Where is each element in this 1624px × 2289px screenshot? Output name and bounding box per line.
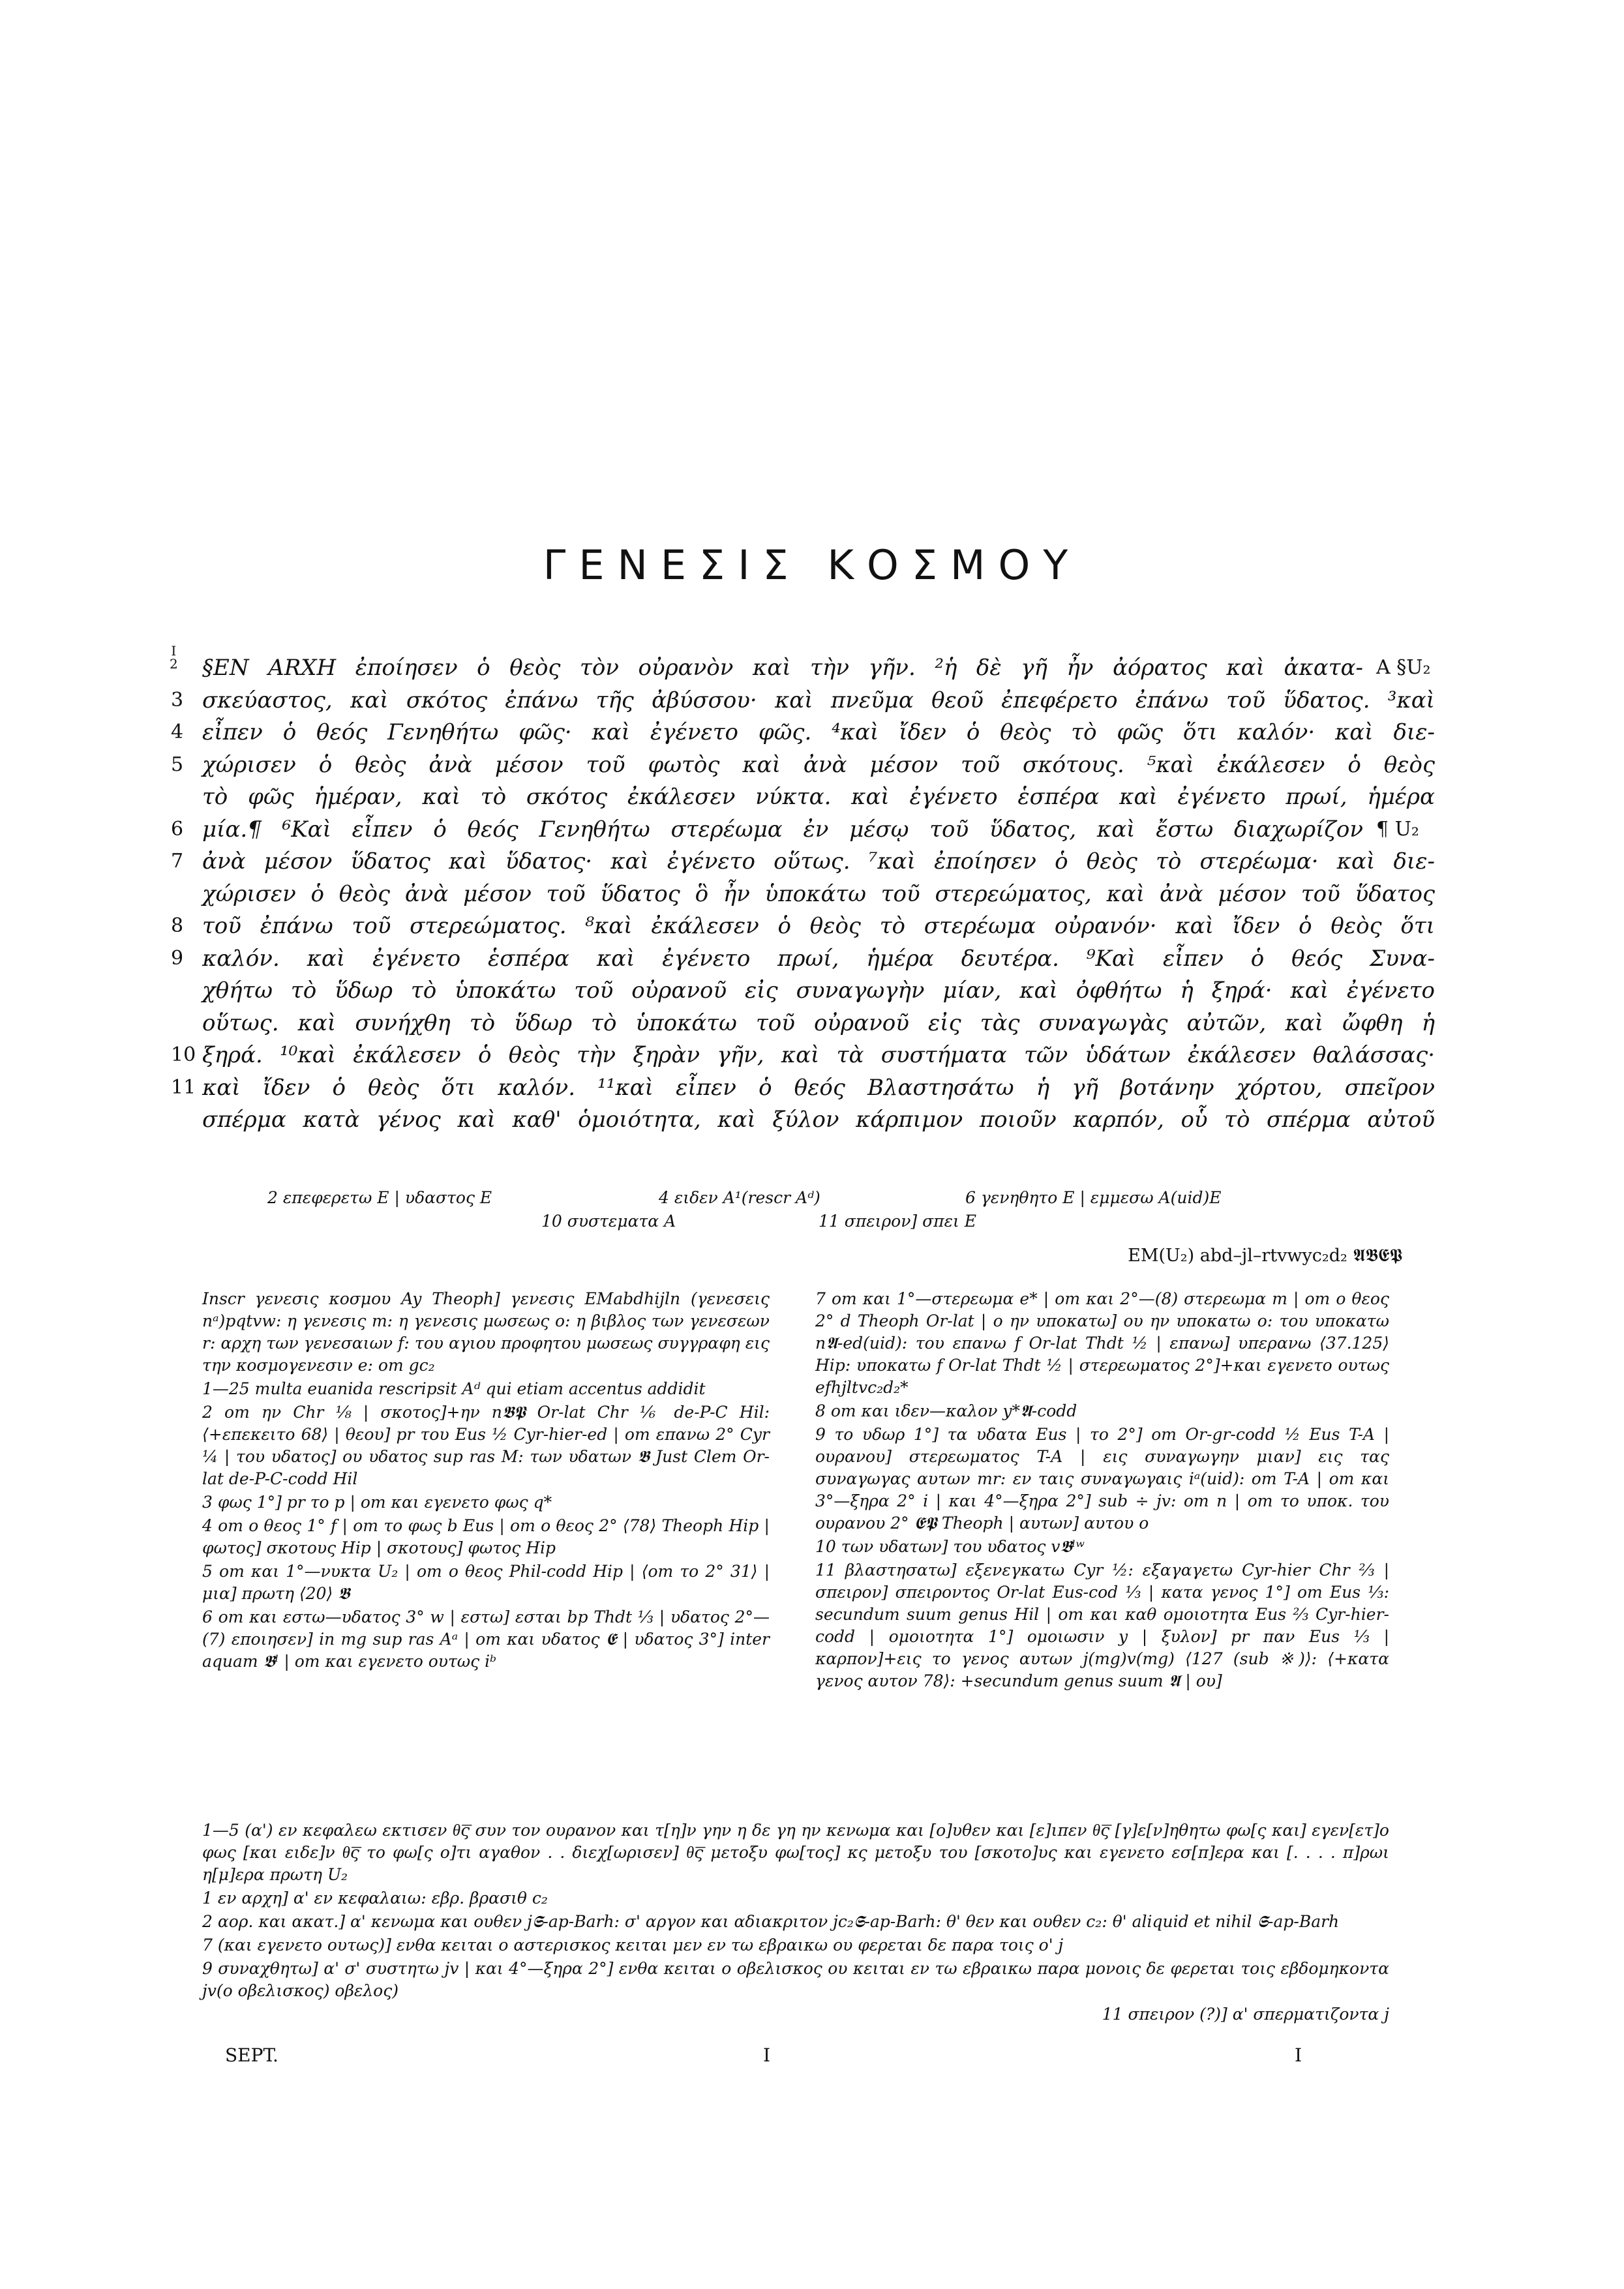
main-text-line: ἀνὰ μέσον ὕδατος καὶ ὕδατος· καὶ ἐγένετο οὕτως. ⁷καὶ ἐποίησεν ὁ θεὸς τὸ στερέωμα· καὶ διε- — [202, 848, 1435, 875]
main-text-line: οὕτως. καὶ συνήχθη τὸ ὕδωρ τὸ ὑποκάτω τοῦ οὐρανοῦ εἰς τὰς συναγωγὰς αὐτῶν, καὶ ὤφθη ἡ — [202, 1010, 1435, 1036]
chapter-marker-bottom: 2 — [170, 656, 178, 672]
line-number: 8 — [171, 914, 184, 937]
main-text-line: καλόν. καὶ ἐγένετο ἑσπέρα καὶ ἐγένετο πρωί, ἡμέρα δευτέρα. ⁹Καὶ εἶπεν ὁ θεός Συνα- — [202, 946, 1435, 972]
main-text-line: χθήτω τὸ ὕδωρ τὸ ὑποκάτω τοῦ οὐρανοῦ εἰς συναγωγὴν μίαν, καὶ ὀφθήτω ἡ ξηρά· καὶ ἐγένετο — [202, 978, 1435, 1004]
apparatus-left-column — [202, 1288, 770, 1674]
main-text-line: τοῦ ἐπάνω τοῦ στερεώματος. ⁸καὶ ἐκάλεσεν ὁ θεὸς τὸ στερέωμα οὐρανόν· καὶ ἴδεν ὁ θεὸς ὅτι — [202, 913, 1435, 939]
footer-signature: SEPT. — [225, 2044, 278, 2066]
hexapla-entry: 2 αορ. και ακατ.] α' κενωμα και ουθεν j𝕾-ap-Barh: σ' αργον και αδιακριτον jc₂𝕾-ap-Barh: θ' θεν και ουθεν c₂: θ' aliquid et nihil 𝕾-ap-Barh — [202, 1912, 1340, 1931]
apparatus-first-1: 2 επεφερετω E | υδαστος E — [267, 1188, 492, 1207]
apparatus-entry: 10 των υδατων] του υδατος v𝕭ˡʷ — [815, 1537, 1085, 1556]
apparatus-first-3: 6 γενηθητο E | εμμεσω A(uid)E — [965, 1188, 1222, 1207]
apparatus-first-2: 4 ειδεν A¹(rescr Aᵈ) — [659, 1188, 820, 1207]
apparatus-entry: 6 om και εστω—υδατος 3° w | εστω] εσται bp Thdt ⅓ | υδατος 2°—(7) εποιησεν] in mg sup ras Aᵃ | om και υδατος 𝕰 | υδατος 3°] inter aquam 𝕭ˡ | om και εγενετο ουτως iᵇ — [202, 1608, 770, 1671]
apparatus-entry: 2 om ην Chr ⅛ | σκοτος]+ην n𝕭𝕻 Or-lat Chr ⅙ de-P-C Hil: ⟨+επεκειτο 68⟩ | θεου] pr του Eus ½ Cyr-hier-ed | om επανω 2° Cyr ¼ | του υδατος] ου υδατος sup ras M: των υδατων 𝕭 Just Clem Or-lat de-P-C-codd Hil — [202, 1403, 770, 1488]
main-text-line: καὶ ἴδεν ὁ θεὸς ὅτι καλόν. ¹¹καὶ εἶπεν ὁ θεός Βλαστησάτω ἡ γῆ βοτάνην χόρτου, σπεῖρον — [202, 1075, 1435, 1101]
apparatus-first-4: 10 συστεματα A — [541, 1212, 676, 1231]
main-text-line: σπέρμα κατὰ γένος καὶ καθ' ὁμοιότητα, καὶ ξύλον κάρπιμον ποιοῦν καρπόν, οὗ τὸ σπέρμα αὐτοῦ — [202, 1107, 1435, 1133]
hexapla-entry: 1 εν αρχη] α' εν κεφαλαιω: εβρ. βρασιθ c₂ — [202, 1889, 548, 1908]
chapter-marker-top: I — [171, 643, 177, 659]
hexapla-entry: 1—5 (α') εν κεφαλεω εκτισεν θ͞ς συν τον ουρανον και τ[η]ν γην η δε γη ην κενωμα και [ο]υθεν και [ε]ιπεν θ͞ς [γ]ε[ν]ηθητω φω[ς και] εγεν[ετ]ο φως [και ειδε]ν θ͞ς το φω[ς ο]τι αγαθον . . διεχ[ωρισεν] θ͞ς μετοξυ φω[τος] κς μετοξυ του [σκοτο]υς και εγενετο εσ[π]ερα και [. . . . π]ρωι η[μ]ερα πρωτη U₂ — [202, 1821, 1389, 1884]
hexapla-entry: 11 σπειρον (?)] α' σπερματιζοντα j — [1102, 2005, 1389, 2024]
footer-right-mark: I — [1295, 2044, 1302, 2066]
hexaplaric-apparatus — [202, 1819, 1389, 2027]
line-number: 10 — [171, 1043, 196, 1066]
apparatus-entry: 7 om και 1°—στερεωμα e* | om και 2°—(8) στερεωμα m | om ο θεος 2° d Theoph Or-lat | ο ην υποκατω] ου ην υποκατω o: του υποκατω n𝕬-ed(uid): του επανω f Or-lat Thdt ½ | επανω] υπερανω ⟨37.125⟩ Hip: υποκατω f Or-lat Thdt ½ | στερεωματος 2°]+και εγενετο ουτως efhjltvc₂d₂* — [815, 1289, 1389, 1397]
main-text-line: εἶπεν ὁ θεός Γενηθήτω φῶς· καὶ ἐγένετο φῶς. ⁴καὶ ἴδεν ὁ θεὸς τὸ φῶς ὅτι καλόν· καὶ διε- — [202, 719, 1435, 745]
margin-siglum: ¶ U₂ — [1376, 818, 1419, 841]
main-text-line: σκεύαστος, καὶ σκότος ἐπάνω τῆς ἀβύσσου· καὶ πνεῦμα θεοῦ ἐπεφέρετο ἐπάνω τοῦ ὕδατος. ³καὶ — [202, 687, 1435, 713]
chapter-marker — [170, 644, 178, 670]
main-text-line: μία.¶ ⁶Καὶ εἶπεν ὁ θεός Γενηθήτω στερέωμα ἐν μέσῳ τοῦ ὕδατος, καὶ ἔστω διαχωρίζον — [202, 816, 1363, 843]
apparatus-entry: Inscr γενεσις κοσμου Ay Theoph] γενεσις EMabdhijln (γενεσεις nᵃ)pqtvw: η γενεσις m: η γενεσις μωσεως o: η βιβλος των γενεσεων r: αρχη των γενεσαιων f: του αγιου προφητου μωσεως συγγραφη εις την κοσμογενεσιν e: om gc₂ — [202, 1289, 770, 1375]
margin-siglum: A §U₂ — [1376, 656, 1431, 679]
main-text-line: ξηρά. ¹⁰καὶ ἐκάλεσεν ὁ θεὸς τὴν ξηρὰν γῆν, καὶ τὰ συστήματα τῶν ὑδάτων ἐκάλεσεν θαλάσσας· — [202, 1042, 1435, 1068]
hexapla-entry: 7 (και εγενετο ουτως)] ενθα κειται ο αστερισκος κειται μεν εν τω εβραικω ου φερεται δε παρα τοις ο' j — [202, 1936, 1064, 1954]
page-title: ΓΕΝΕΣΙΣ ΚΟΣΜΟΥ — [543, 541, 1081, 589]
line-number: 6 — [171, 818, 184, 841]
main-text-line: χώρισεν ὁ θεὸς ἀνὰ μέσον τοῦ ὕδατος ὃ ἦν ὑποκάτω τοῦ στερεώματος, καὶ ἀνὰ μέσον τοῦ ὕδατος — [202, 881, 1435, 907]
line-number: 4 — [171, 721, 184, 743]
hexapla-entry: 9 συναχθητω] α' σ' συστητω jv | και 4°—ξηρα 2°] ενθα κειται ο οβελισκος ου κειται εν τω εβραικω παρα μονοις δε φερεται τοις εβδομηκοντα jv(ο οβελισκος) οβελος) — [202, 1959, 1389, 2000]
main-text-line: χώρισεν ὁ θεὸς ἀνὰ μέσον τοῦ φωτὸς καὶ ἀνὰ μέσον τοῦ σκότους. ⁵καὶ ἐκάλεσεν ὁ θεὸς — [202, 752, 1435, 778]
apparatus-entry: 8 om και ιδεν—καλον y*𝕬-codd — [815, 1401, 1077, 1420]
apparatus-first-5: 11 σπειρον] σπει E — [819, 1212, 977, 1231]
apparatus-entry: 5 om και 1°—νυκτα U₂ | om ο θεος Phil-codd Hip | ⟨om το 2° 31⟩ | μια] πρωτη ⟨20⟩ 𝕭 — [202, 1562, 770, 1603]
main-text-line: τὸ φῶς ἡμέραν, καὶ τὸ σκότος ἐκάλεσεν νύκτα. καὶ ἐγένετο ἑσπέρα καὶ ἐγένετο πρωί, ἡμέρα — [202, 784, 1435, 810]
line-number: 3 — [171, 689, 184, 711]
manuscripts-line: EM(U₂) abd–jl–rtvwyc₂d₂ 𝕬𝕭𝕰𝕻 — [1128, 1246, 1402, 1266]
line-number: 11 — [171, 1076, 196, 1099]
apparatus-entry: 4 om ο θεος 1° f | om το φως b Eus | om ο θεος 2° ⟨78⟩ Theoph Hip | φωτος] σκοτους Hip | σκοτους] φωτος Hip — [202, 1516, 770, 1557]
apparatus-entry: 9 το υδωρ 1°] τα υδατα Eus | το 2°] om Or-gr-codd ½ Eus T-A | ουρανου] στερεωματος T-A | εις συναγωγην μιαν] εις τας συναγωγας αυτων mr: εν ταις συναγωγαις iᵃ(uid): om T-A | om και 3°—ξηρα 2° i | και 4°—ξηρα 2°] sub ÷ jv: om n | om το υποκ. του ουρανου 2° 𝕰𝕻 Theoph | αυτων] αυτου o — [815, 1425, 1389, 1533]
apparatus-right-column — [815, 1288, 1389, 1694]
footer-center-mark: I — [763, 2044, 771, 2066]
apparatus-entry: 3 φως 1°] pr το p | om και εγενετο φως q* — [202, 1493, 552, 1512]
main-text-line: §EN ARXH ἐποίησεν ὁ θεὸς τὸν οὐρανὸν καὶ τὴν γῆν. ²ἡ δὲ γῆ ἦν ἀόρατος καὶ ἀκατα- — [202, 655, 1363, 681]
line-number: 7 — [171, 850, 184, 873]
apparatus-entry: 1—25 multa euanida rescripsit Aᵈ qui etiam accentus addidit — [202, 1379, 706, 1398]
line-number: 9 — [171, 947, 184, 970]
apparatus-entry: 11 βλαστησατω] εξενεγκατω Cyr ½: εξαγαγετω Cyr-hier Chr ⅔ | σπειρον] σπειροντος Or-lat Eus-cod ⅓ | κατα γενος 1°] om Eus ⅓: secundum suum genus Hil | om και καθ ομοιοτητα Eus ⅔ Cyr-hier-codd | ομοιοτητα 1°] ομοιωσιν y | ξυλον] pr παν Eus ⅓ | καρπον]+εις το γενος αυτων j(mg)v(mg) ⟨127 (sub ※)⟩: ⟨+κατα γενος αυτον 78⟩: +secundum genus suum 𝕬 | ου] — [815, 1561, 1389, 1690]
line-number: 5 — [171, 753, 184, 776]
